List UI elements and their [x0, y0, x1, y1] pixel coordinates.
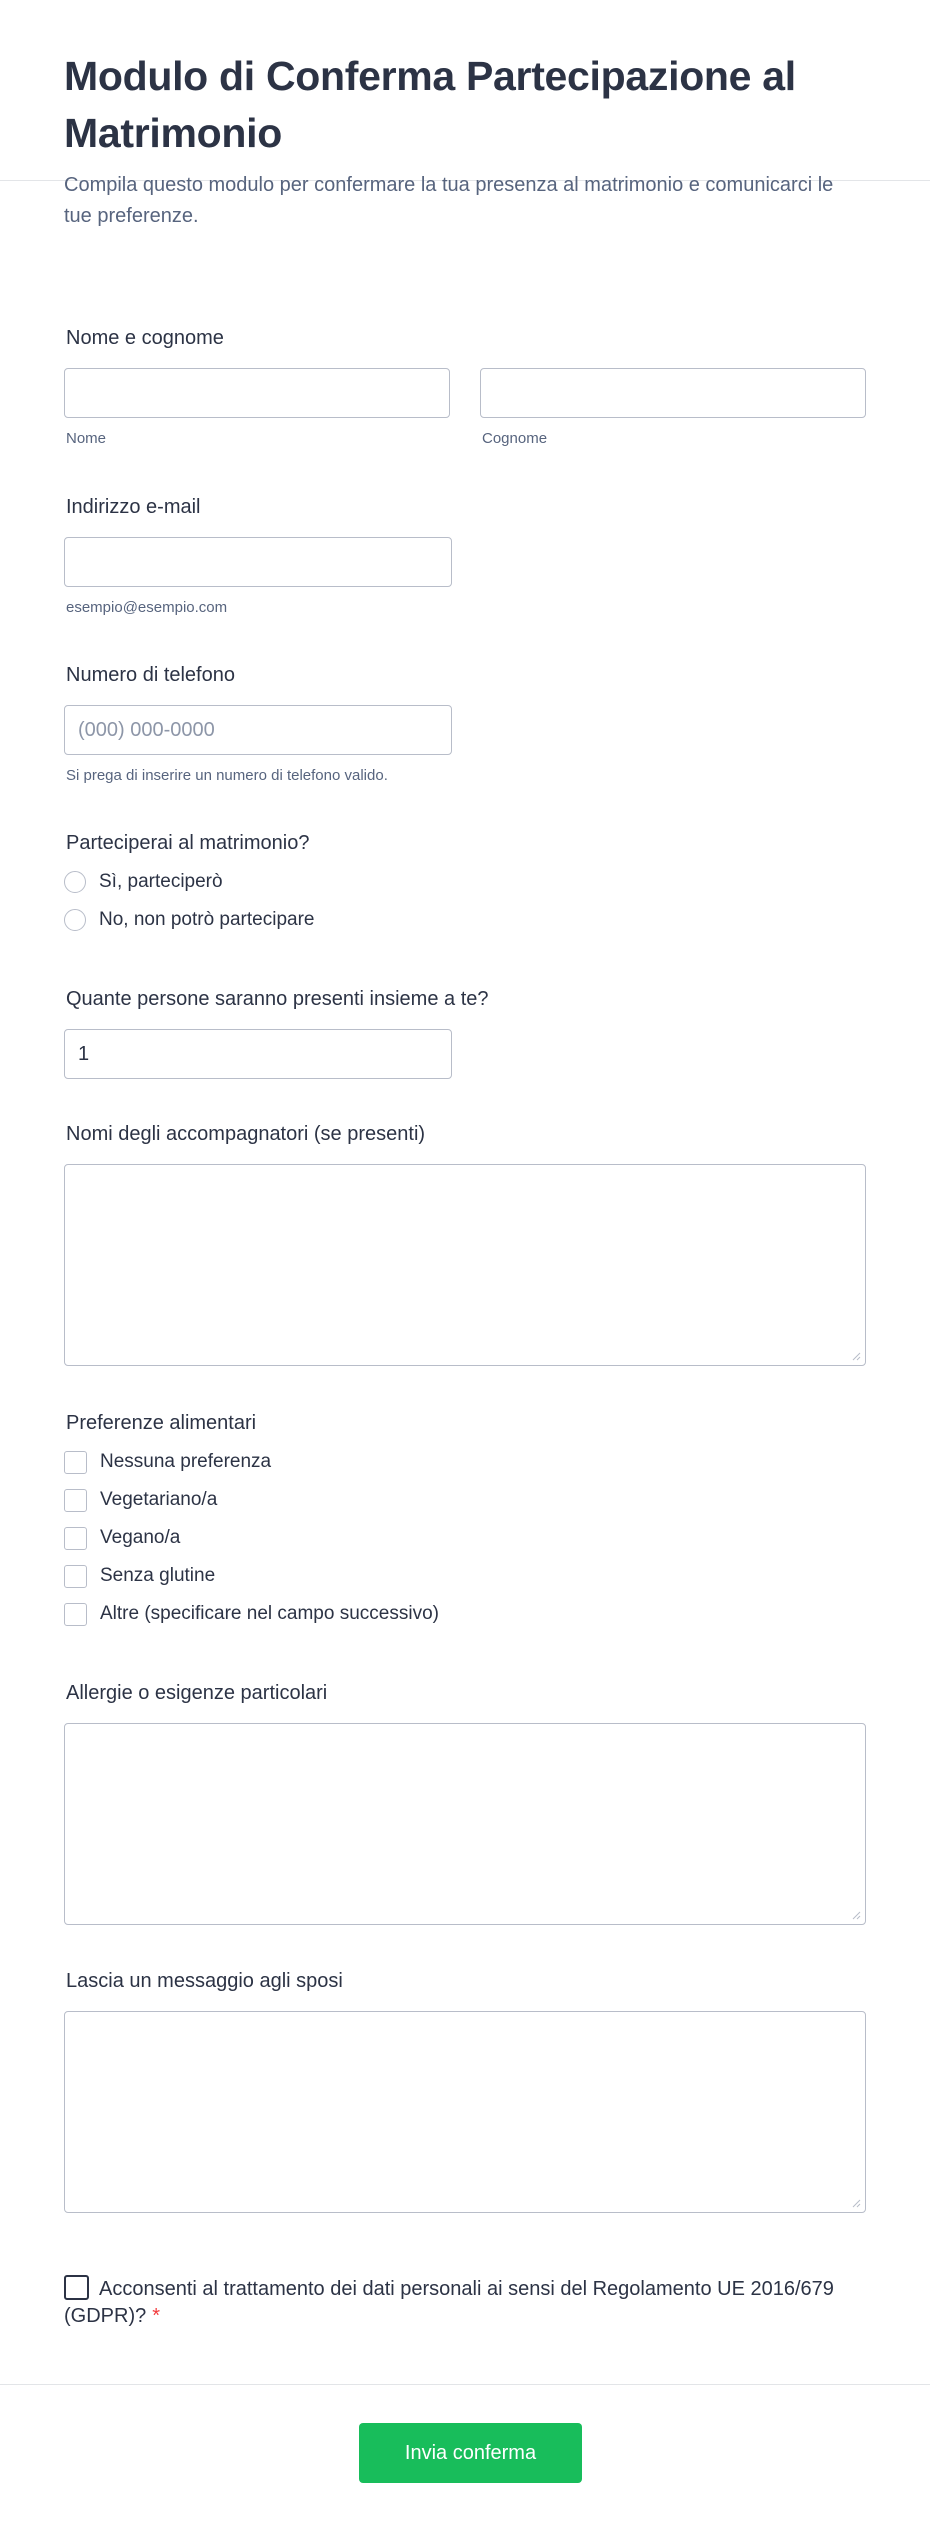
checkbox[interactable] [64, 1527, 87, 1550]
diet-option-label: Vegano/a [100, 1527, 181, 1548]
last-name-input[interactable] [480, 368, 866, 418]
consent-text: Acconsenti al trattamento dei dati personali ai sensi del Regolamento UE 2016/679 (GDPR)? [64, 2278, 834, 2327]
first-name-sublabel: Nome [66, 430, 107, 447]
consent-checkbox[interactable] [64, 2275, 89, 2300]
page-subtitle: Compila questo modulo per confermare la tua presenza al matrimonio e comunicarci le tue preferenze. [64, 174, 834, 227]
companions-label: Nomi degli accompagnatori (se presenti) [66, 1123, 426, 1145]
form-footer [0, 2384, 930, 2534]
checkbox[interactable] [64, 1451, 87, 1474]
page-title: Modulo di Conferma Partecipazione al Matrimonio [64, 53, 796, 156]
radio-button[interactable] [64, 871, 86, 893]
diet-option-label: Altre (specificare nel campo successivo) [100, 1603, 439, 1624]
first-name-input[interactable] [64, 368, 450, 418]
name-section [64, 327, 866, 447]
diet-option-label: Vegetariano/a [100, 1489, 218, 1510]
name-label: Nome e cognome [66, 327, 224, 349]
diet-option-none[interactable] [64, 1443, 866, 1481]
attendance-option-yes[interactable] [64, 863, 866, 901]
diet-option-label: Nessuna preferenza [100, 1451, 272, 1472]
resize-grip-icon[interactable] [852, 1911, 861, 1920]
message-textarea[interactable] [64, 2011, 866, 2213]
diet-label: Preferenze alimentari [66, 1412, 257, 1434]
attendance-label: Parteciperai al matrimonio? [66, 832, 310, 854]
allergies-label: Allergie o esigenze particolari [66, 1682, 328, 1704]
diet-option-vegan[interactable] [64, 1519, 866, 1557]
phone-placeholder: (000) 000-0000 [78, 718, 215, 741]
resize-grip-icon[interactable] [852, 2199, 861, 2208]
last-name-sublabel: Cognome [482, 430, 548, 447]
guests-label: Quante persone saranno presenti insieme a te? [66, 988, 489, 1010]
email-input[interactable] [64, 537, 452, 587]
diet-option-label: Senza glutine [100, 1565, 216, 1586]
email-label: Indirizzo e-mail [66, 496, 201, 518]
diet-option-other[interactable] [64, 1595, 866, 1633]
attendance-option-yes-label: Sì, parteciperò [99, 871, 223, 892]
guests-input[interactable]: 1 [64, 1029, 452, 1079]
message-section [64, 1970, 866, 2213]
submit-button[interactable]: Invia conferma [359, 2423, 582, 2483]
companions-textarea[interactable] [64, 1164, 866, 1366]
form-header [0, 0, 930, 227]
email-sublabel: esempio@esempio.com [66, 599, 228, 616]
radio-button[interactable] [64, 909, 86, 931]
checkbox[interactable] [64, 1489, 87, 1512]
allergies-textarea[interactable] [64, 1723, 866, 1925]
phone-section [64, 664, 866, 784]
allergies-section [64, 1682, 866, 1925]
email-section [64, 496, 866, 616]
companions-section [64, 1123, 866, 1366]
phone-label: Numero di telefono [66, 664, 235, 686]
diet-section [64, 1412, 866, 1633]
attendance-option-no-label: No, non potrò partecipare [99, 909, 315, 930]
phone-input[interactable] [64, 705, 452, 755]
phone-sublabel: Si prega di inserire un numero di telefono valido. [66, 767, 388, 784]
diet-option-gluten-free[interactable] [64, 1557, 866, 1595]
guests-section [64, 988, 866, 1079]
attendance-section [64, 832, 866, 939]
message-label: Lascia un messaggio agli sposi [66, 1970, 343, 1992]
checkbox[interactable] [64, 1565, 87, 1588]
required-mark: * [152, 2305, 161, 2327]
attendance-option-no[interactable] [64, 901, 866, 939]
diet-option-vegetarian[interactable] [64, 1481, 866, 1519]
resize-grip-icon[interactable] [852, 1352, 861, 1361]
checkbox[interactable] [64, 1603, 87, 1626]
consent-section [64, 2275, 866, 2330]
consent-row[interactable] [64, 2275, 866, 2330]
